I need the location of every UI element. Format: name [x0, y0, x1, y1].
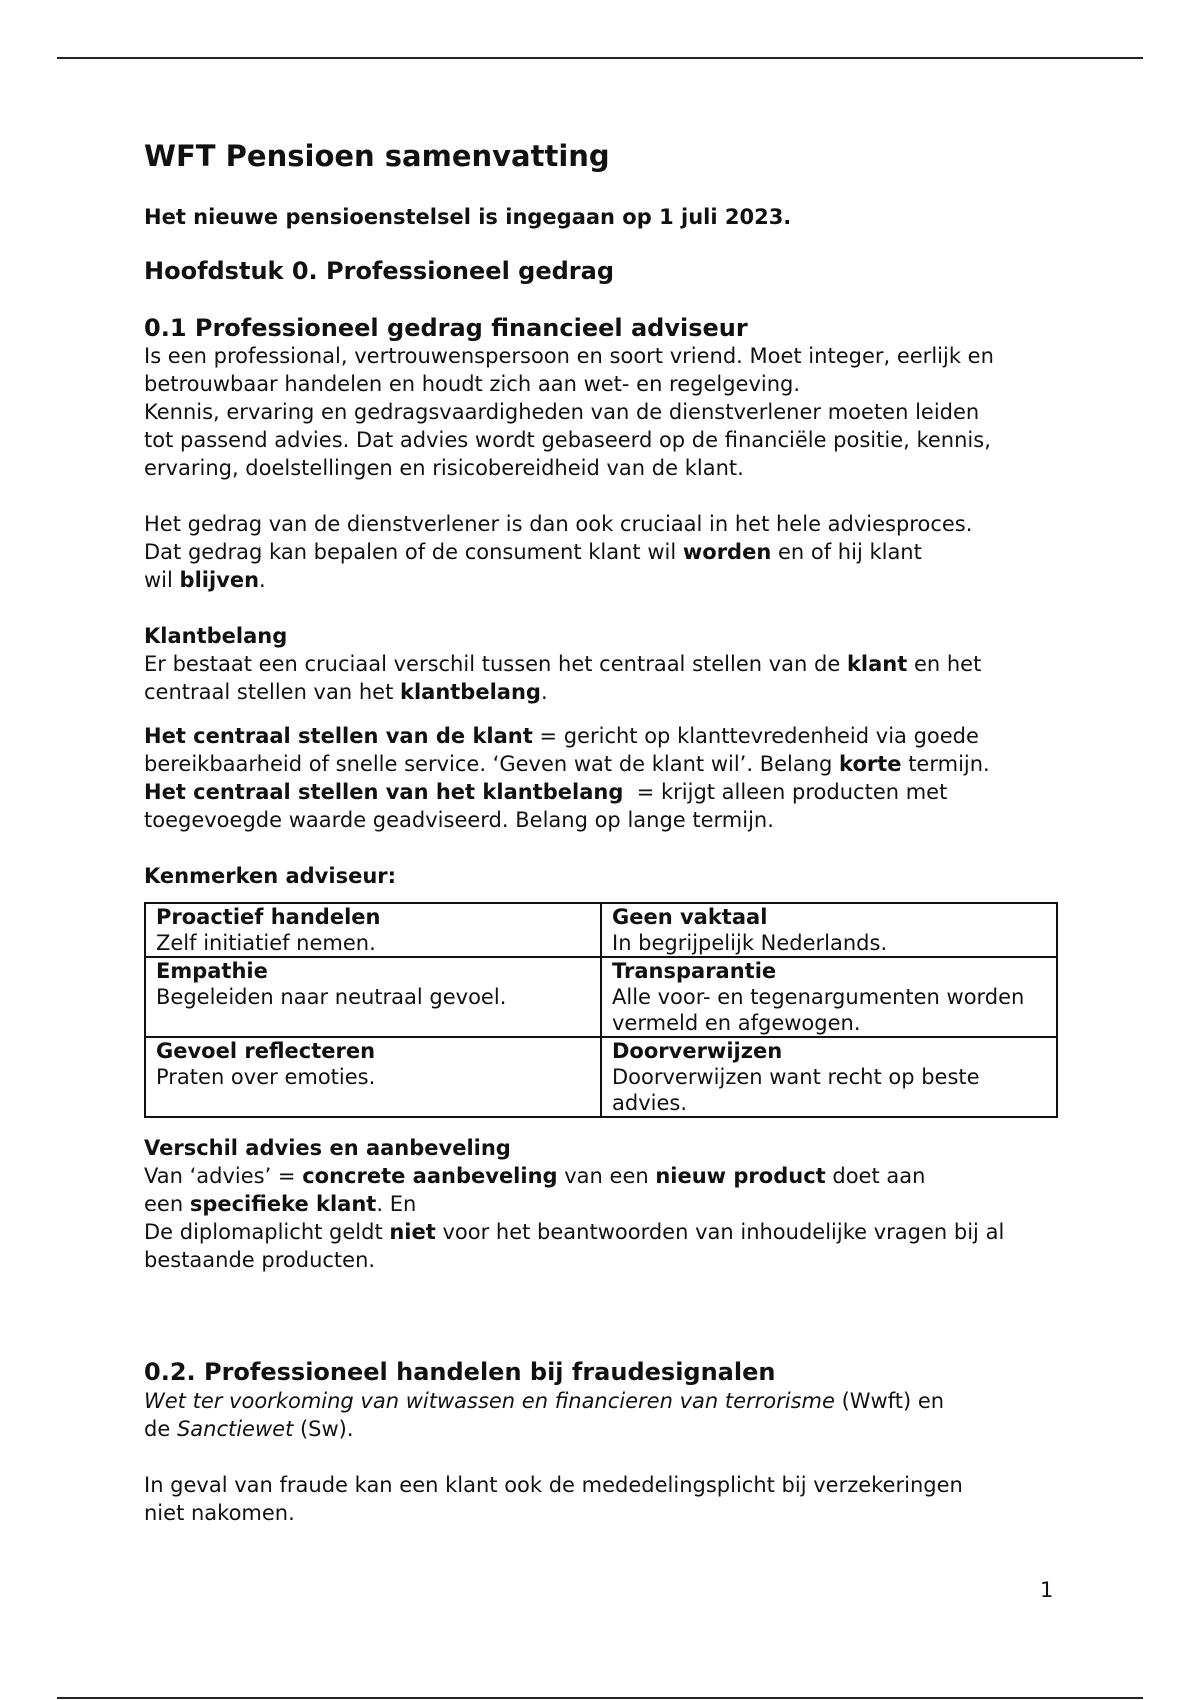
section-heading-0-1: 0.1 Professioneel gedrag financieel adviseur	[144, 313, 748, 342]
table-cell: Transparantie Alle voor- en tegenargumenten worden vermeld en afgewogen.	[601, 957, 1057, 1037]
fraud-paragraph: In geval van fraude kan een klant ook de mededelingsplicht bij verzekeringen niet nakomen.	[144, 1473, 963, 1526]
verschil-paragraph: Van ‘advies’ = concrete aanbeveling van een nieuw product doet aan een specifieke klant. En De diplomaplicht geldt niet voor het beantwoorden van inhoudelijke vragen bij al bestaande producten.	[144, 1164, 1005, 1273]
lead-statement: Het nieuwe pensioenstelsel is ingegaan op 1 juli 2023.	[144, 205, 792, 230]
klantbelang-heading: Klantbelang	[144, 624, 288, 649]
page-number: 1	[1040, 1578, 1054, 1602]
kenmerken-table	[144, 902, 1058, 1118]
table-cell: Proactief handelen Zelf initiatief nemen.	[145, 903, 601, 957]
table-cell: Gevoel reflecteren Praten over emoties.	[145, 1037, 601, 1117]
kenmerken-heading: Kenmerken adviseur:	[144, 864, 397, 889]
document-title: WFT Pensioen samenvatting	[144, 139, 610, 173]
table-cell: Doorverwijzen Doorverwijzen want recht op beste advies.	[601, 1037, 1057, 1117]
document-body	[144, 138, 1064, 1527]
table-cell: Empathie Begeleiden naar neutraal gevoel.	[145, 957, 601, 1037]
section-paragraph: Is een professional, vertrouwenspersoon en soort vriend. Moet integer, eerlijk en betrouwbaar handelen en houdt zich aan wet- en regelgeving. Kennis, ervaring en gedragsvaardigheden van de dienstverlener moeten leiden tot passend advies. Dat advies wordt gebaseerd op de financiële positie, kennis, ervaring, doelstellingen en risicobereidheid van de klant.	[144, 344, 994, 481]
chapter-heading: Hoofdstuk 0. Professioneel gedrag	[144, 256, 615, 285]
verschil-heading: Verschil advies en aanbeveling	[144, 1136, 511, 1161]
klantbelang-definitions: Het centraal stellen van de klant = gericht op klanttevredenheid via goede bereikbaarheid of snelle service. ‘Geven wat de klant wil’. Belang korte termijn. Het centraal stellen van het klantbelang = krijgt alleen producten met toegevoegde waarde geadviseerd. Belang op lange termijn.	[144, 724, 990, 833]
section-heading-0-2: 0.2. Professioneel handelen bij fraudesignalen	[144, 1358, 776, 1387]
footer-rule	[57, 1697, 1143, 1699]
table-row	[145, 1037, 1057, 1117]
table-cell: Geen vaktaal In begrijpelijk Nederlands.	[601, 903, 1057, 957]
behaviour-paragraph: Het gedrag van de dienstverlener is dan ook cruciaal in het hele adviesproces. Dat gedrag kan bepalen of de consument klant wil worden en of hij klant wil blijven.	[144, 512, 973, 593]
header-rule	[57, 57, 1143, 59]
table-row	[145, 903, 1057, 957]
wwft-paragraph: Wet ter voorkoming van witwassen en financieren van terrorisme (Wwft) en de Sanctiewet (Sw).	[144, 1389, 945, 1442]
klantbelang-paragraph: Er bestaat een cruciaal verschil tussen het centraal stellen van de klant en het centraal stellen van het klantbelang.	[144, 652, 982, 705]
table-row	[145, 957, 1057, 1037]
